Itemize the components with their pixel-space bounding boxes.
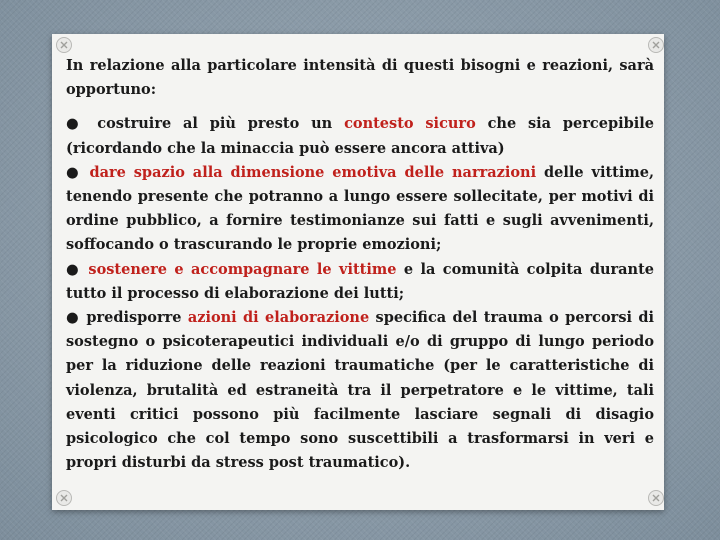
bullet-text: e la comunità colpita durante tutto il processo di elaborazione dei lutti; <box>66 260 655 302</box>
bullet-text: specifica del trauma o percorsi di sostegno o psicoterapeutici individuali e/o di gruppo di lungo periodo per la riduzione delle reazioni traumatiche (per le caratteristiche di violenza, brutalità ed estraneità tra il perpetratore e le vittime, tali eventi critici possono più facilmente lasciare segnali di disagio psicologico che col tempo sono suscettibili a trasformarsi in veri e propri disturbi da stress post traumatico). <box>66 309 654 472</box>
bullet-highlight: azioni di elaborazione <box>187 309 370 327</box>
bullet-item <box>66 258 654 306</box>
tack-icon <box>55 489 73 507</box>
tack-icon <box>647 489 665 507</box>
bullet-text: costruire al più presto un <box>85 115 345 133</box>
bullet-icon: ● <box>66 163 82 181</box>
bullet-text: delle vittime, tenendo presente che potranno a lungo essere sollecitate, per motivi di ordine pubblico, a fornire testimonianze sui fatti e sugli avvenimenti, soffocando o trascurando le proprie emozioni; <box>66 163 655 254</box>
bullet-highlight: sostenere e accompagnare le vittime <box>88 260 397 278</box>
bullet-text: predisporre <box>79 309 188 327</box>
intro-paragraph: In relazione alla particolare intensità di questi bisogni e reazioni, sarà opportuno: <box>66 57 654 99</box>
slide-text <box>66 54 654 475</box>
bullet-icon: ● <box>66 309 80 327</box>
bullet-item <box>66 161 654 258</box>
bullet-item <box>66 112 654 160</box>
bullet-item <box>66 306 654 475</box>
bullet-text: che sia percepibile (ricordando che la minaccia può essere ancora attiva) <box>66 115 654 157</box>
tack-icon <box>647 36 665 54</box>
tack-icon <box>55 36 73 54</box>
bullet-highlight: dare spazio alla dimensione emotiva delle narrazioni <box>89 163 537 181</box>
bullet-highlight: contesto sicuro <box>344 115 476 133</box>
bullet-icon: ● <box>66 260 81 278</box>
bullet-icon: ● <box>66 115 86 133</box>
